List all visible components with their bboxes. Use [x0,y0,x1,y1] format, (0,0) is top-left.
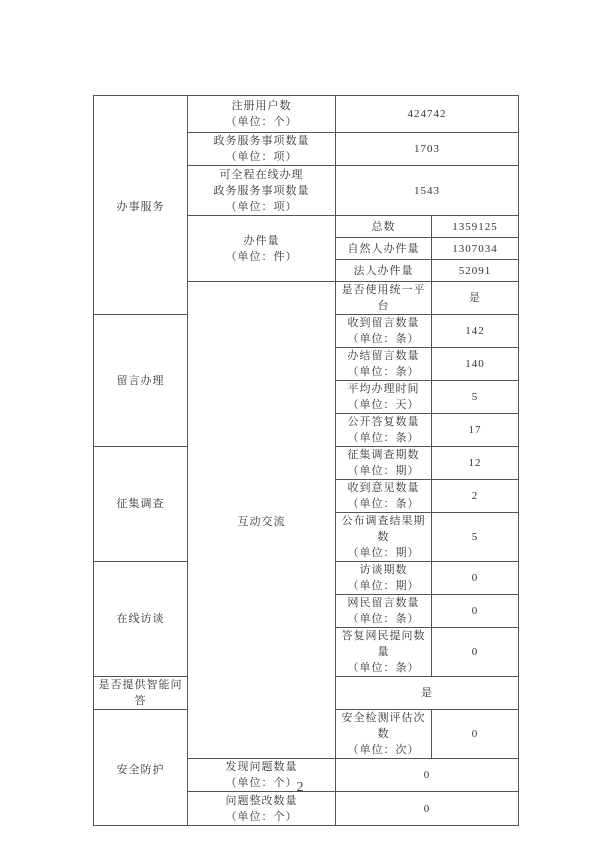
msg-received-label: 收到留言数量 （单位：条） [336,315,432,348]
issues-fixed-label: 问题整改数量 （单位：个） [188,792,336,826]
service-items-value: 1703 [336,133,519,166]
survey-periods-label: 征集调查期数 （单位：期） [336,447,432,480]
cases-total-label: 总数 [336,216,432,238]
category-security: 安全防护 [94,710,188,826]
interview-answers-label: 答复网民提问数量 （单位：条） [336,628,432,677]
registered-users-value: 424742 [336,96,519,133]
msg-avgtime-label: 平均办理时间 （单位：天） [336,381,432,414]
survey-label: 征集调查 [94,447,188,562]
issues-fixed-value: 0 [336,792,519,826]
smart-qa-value: 是 [336,677,519,710]
issues-found-value: 0 [336,759,519,792]
interview-answers-value: 0 [432,628,519,677]
msg-avgtime-value: 5 [432,381,519,414]
survey-results-label: 公布调查结果期数 （单位：期） [336,513,432,562]
assessments-label: 安全检测评估次数 （单位：次） [336,710,432,759]
category-interaction: 互动交流 [188,282,336,759]
interview-periods-value: 0 [432,562,519,595]
survey-opinions-value: 2 [432,480,519,513]
issues-found-label: 发现问题数量 （单位：个） [188,759,336,792]
survey-results-value: 5 [432,513,519,562]
service-items-label: 政务服务事项数量 （单位：项） [188,133,336,166]
cases-legal-value: 52091 [432,260,519,282]
survey-opinions-label: 收到意见数量 （单位：条） [336,480,432,513]
messages-label: 留言办理 [94,315,188,447]
msg-received-value: 142 [432,315,519,348]
registered-users-label: 注册用户数 （单位：个） [188,96,336,133]
category-service: 办事服务 [94,96,188,315]
cases-natural-value: 1307034 [432,238,519,260]
assessments-value: 0 [432,710,519,759]
cases-natural-label: 自然人办件量 [336,238,432,260]
msg-public-value: 17 [432,414,519,447]
interview-periods-label: 访谈期数 （单位：期） [336,562,432,595]
government-website-stats-table [93,95,519,826]
survey-periods-value: 12 [432,447,519,480]
msg-completed-label: 办结留言数量 （单位：条） [336,348,432,381]
cases-label: 办件量 （单位：件） [188,216,336,282]
page-number: 2 [296,780,304,795]
smart-qa-label: 是否提供智能问答 [94,677,188,710]
msg-public-label: 公开答复数量 （单位：条） [336,414,432,447]
unified-platform-value: 是 [432,282,519,315]
cases-total-value: 1359125 [432,216,519,238]
interview-netizen-value: 0 [432,595,519,628]
interview-netizen-label: 网民留言数量 （单位：条） [336,595,432,628]
online-items-label: 可全程在线办理 政务服务事项数量 （单位：项） [188,166,336,216]
online-items-value: 1543 [336,166,519,216]
msg-completed-value: 140 [432,348,519,381]
interview-label: 在线访谈 [94,562,188,677]
unified-platform-label: 是否使用统一平台 [336,282,432,315]
cases-legal-label: 法人办件量 [336,260,432,282]
